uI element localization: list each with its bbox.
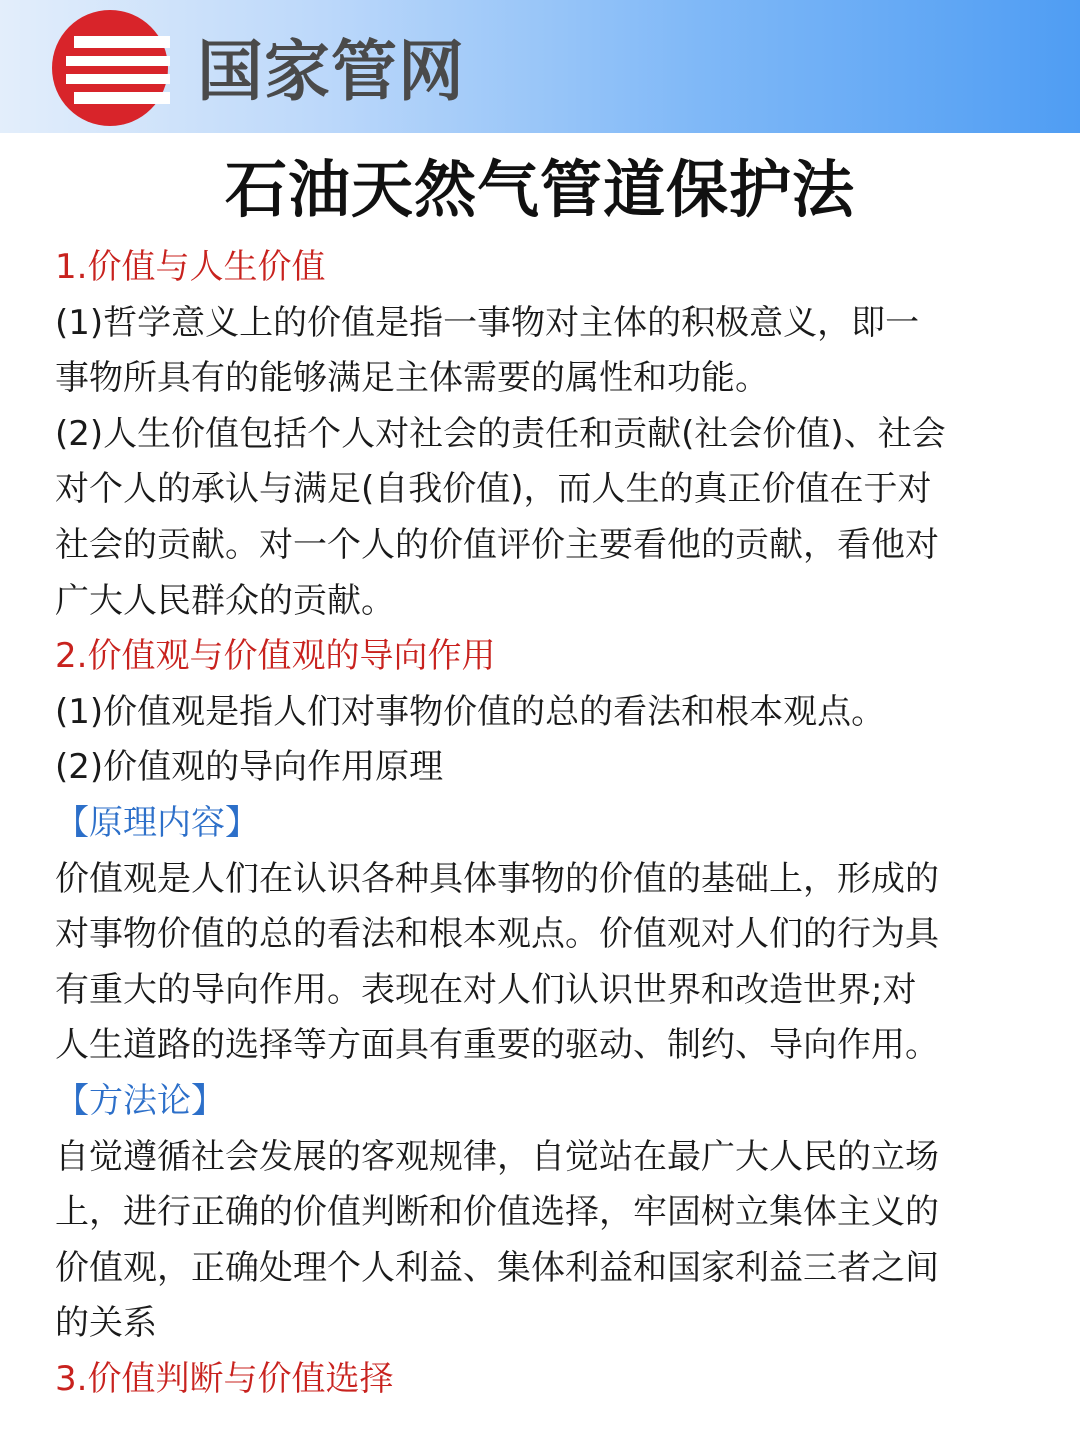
body-line: 有重大的导向作用。表现在对人们认识世界和改造世界;对 [55, 969, 917, 1010]
body-line: 对事物价值的总的看法和根本观点。价值观对人们的行为具 [55, 914, 939, 955]
subheading-principle: 【原理内容】 [55, 802, 259, 843]
body-line: 社会的贡献。对一个人的价值评价主要看他的贡献，看他对 [55, 524, 939, 565]
body-line: 事物所具有的能够满足主体需要的属性和功能。 [55, 358, 769, 399]
body-line: (1)价值观是指人们对事物价值的总的看法和根本观点。 [55, 691, 886, 732]
pipeline-logo-icon [50, 8, 170, 128]
header-banner [0, 0, 1080, 133]
body-line: 上，进行正确的价值判断和价值选择，牢固树立集体主义的 [55, 1192, 939, 1233]
body-line: (1)哲学意义上的价值是指一事物对主体的积极意义，即一 [55, 302, 920, 343]
body-line: 人生道路的选择等方面具有重要的驱动、制约、导向作用。 [55, 1025, 939, 1066]
body-line: (2)价值观的导向作用原理 [55, 747, 444, 788]
brand-name: 国家管网 [197, 33, 465, 110]
body-line: 价值观是人们在认识各种具体事物的价值的基础上，形成的 [55, 858, 939, 899]
section-heading: 2.价值观与价值观的导向作用 [55, 636, 496, 677]
article-body [55, 240, 1030, 1407]
section-heading: 1.价值与人生价值 [55, 247, 326, 287]
body-line: 自觉遵循社会发展的客观规律，自觉站在最广大人民的立场 [55, 1136, 939, 1177]
subheading-methodology: 【方法论】 [55, 1080, 225, 1121]
body-line: 的关系 [55, 1303, 157, 1344]
body-line: 价值观，正确处理个人利益、集体利益和国家利益三者之间 [55, 1247, 939, 1288]
page-title: 石油天然气管道保护法 [224, 153, 855, 226]
section-heading: 3.价值判断与价值选择 [55, 1358, 394, 1399]
body-line: 对个人的承认与满足(自我价值)，而人生的真正价值在于对 [55, 469, 932, 510]
body-line: 广大人民群众的贡献。 [55, 580, 395, 621]
body-line: (2)人生价值包括个人对社会的责任和贡献(社会价值)、社会 [55, 413, 946, 454]
